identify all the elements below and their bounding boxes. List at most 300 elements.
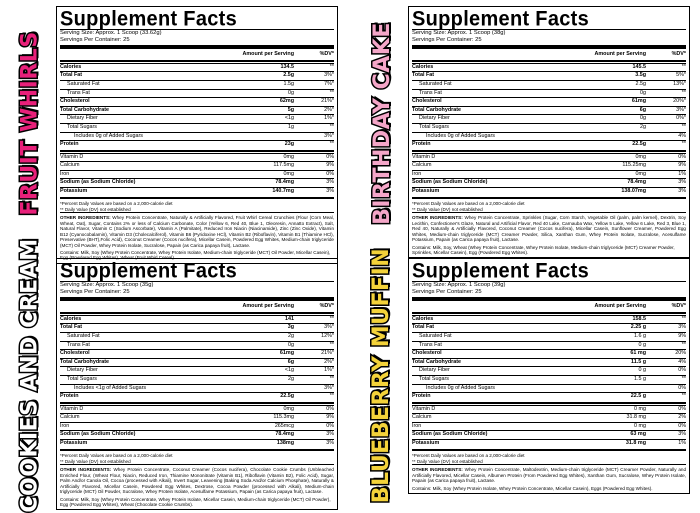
dv-header: %DV* (319, 51, 334, 57)
nutrient-amount: 138mg (276, 440, 294, 447)
nutrient-row (60, 392, 334, 401)
nutrient-row (60, 349, 334, 358)
nutrient-amount: 22.5g (632, 141, 646, 148)
facts-title: Supplement Facts (60, 7, 238, 31)
nutrient-name: Includes 0g of Added Sugars (74, 132, 143, 139)
footnote-dv: *Percent Daily Values are based on a 2,000-calorie diet (412, 452, 525, 458)
nutrient-row (60, 341, 334, 350)
nutrient-dv: 3%* (324, 132, 334, 139)
nutrient-row (60, 161, 334, 170)
nutrient-row (412, 422, 686, 431)
nutrient-name: Potassium (412, 440, 440, 447)
ingredients-text: Whey Protein Concentrate, Coconut Creamer (Cocos nucifera), Chocolate Cookie Crumbs (Unbleached Enriched Flour, (Wheat Flour, Niacin, Reduced Iron, Thiamine Mononitrate (Vitamin B1), Riboflavin (Vitamin B2), Folic Acid), Sugar, Palm And/or Canola Oil, Cocoa (processed with Alkali), Invert Sugar, Leavening (Baking Soda And/or Calcium Phosphate), Naturally & Artificially Flavored, Micellar Casein, Powdered Egg Whites, Dextrose, Cocoa Powder (processed with Alkali), Medium-chain triglyceride (MCT) Oil Powder, Sucralose, Whey Protein Isolate, Acesulfame Potassium, Papain (as Carica papaya fruit), Lactase. (60, 467, 334, 495)
nutrient-amount: 115.3mg (273, 414, 294, 421)
nutrient-name: Saturated Fat (419, 332, 452, 339)
ingredients-label: OTHER INGREDIENTS: (412, 467, 463, 473)
nutrient-name: Saturated Fat (67, 332, 100, 339)
facts-title: Supplement Facts (412, 7, 590, 31)
nutrient-dv: 0% (326, 405, 334, 412)
flavor-name: BLUEBERRY MUFFIN (369, 247, 395, 504)
facts-title: Supplement Facts (412, 259, 590, 283)
nutrient-dv: ** (681, 393, 686, 400)
dv-header: %DV* (671, 51, 686, 57)
nutrient-amount: 2.5g (283, 72, 294, 79)
nutrient-dv: 9% (326, 414, 334, 421)
nutrient-row (60, 106, 334, 115)
nutrient-amount: 158.5 (632, 315, 646, 322)
nutrient-dv: 0% (326, 170, 334, 177)
nutrient-amount: 0mg (635, 170, 646, 177)
nutrient-name: Trans Fat (67, 341, 90, 348)
flavor-name-wrap (360, 247, 404, 504)
nutrient-name: Dietary Fiber (67, 115, 98, 122)
footnote-not-established: ** Daily Value (DV) not established (60, 207, 131, 213)
nutrient-dv: 2%* (324, 358, 334, 365)
serving-size: Serving Size: Approx. 1 Scoop (38g) (412, 30, 506, 36)
nutrient-amount: 117.5mg (273, 162, 294, 169)
nutrient-dv: 3% (326, 431, 334, 438)
nutrient-row (60, 439, 334, 448)
nutrient-name: Cholesterol (412, 98, 442, 105)
nutrient-dv: 4% (678, 132, 686, 139)
nutrient-dv: 3%* (676, 106, 686, 113)
nutrient-dv: 3%* (324, 324, 334, 331)
nutrient-name: Trans Fat (419, 89, 442, 96)
footnote-not-established: ** Daily Value (DV) not established (412, 207, 483, 213)
nutrient-amount: 63 mg (630, 431, 646, 438)
nutrient-dv: ** (329, 393, 334, 400)
nutrient-dv: 1% (678, 170, 686, 177)
nutrient-row (60, 71, 334, 80)
table-header (60, 50, 334, 59)
nutrient-row (412, 140, 686, 149)
nutrient-amount: 2g (640, 123, 646, 130)
facts-title: Supplement Facts (60, 259, 238, 283)
nutrient-rows (60, 60, 334, 196)
nutrient-amount: 6g (287, 358, 294, 365)
servings-per-container: Servings Per Container: 25 (60, 289, 130, 295)
nutrient-amount: 2.5g (635, 80, 646, 87)
nutrient-row (60, 187, 334, 196)
nutrient-amount: 6g (639, 106, 646, 113)
nutrient-row (412, 358, 686, 367)
nutrient-name: Calories (60, 63, 82, 70)
table-header (412, 302, 686, 311)
nutrient-name: Protein (60, 141, 79, 148)
nutrient-row (412, 170, 686, 179)
ingredients-text: Whey Protein Concentrate, Sprinkles (Sugar, Corn Starch, Vegetable Oil (palm, palm kernel), Dextrin, Soy Lecithin, Confectioner's Glaze, Natural and Artificial Flavor, Red 40 Lake, Carnauba Wax, Yellow 5 Lake, Yellow 6 Lake, Red 3, Blue 1, Red 40, Naturally & Artificially Flavored, Coconut Creamer (Cocos nucifera), Micellar Casein, Sunflower Creamer, Powdered Egg Whites, Medium-chain triglyceride (MCT) Creamer Powder, Silica, Xanthan Gum, Whey Protein Isolate, Sucralose, Acesulfame Potassium, Papain (as Carica papaya fruit), Lactase. (412, 215, 686, 243)
nutrient-dv: 3% (326, 440, 334, 447)
nutrient-amount: 0 mg (634, 405, 646, 412)
nutrient-amount: 62mg (279, 98, 294, 105)
nutrient-amount: 1.5g (283, 80, 294, 87)
nutrient-amount: 61 mg (630, 350, 646, 357)
nutrient-rows (412, 60, 686, 196)
section-divider (60, 60, 334, 62)
table-header (60, 302, 334, 311)
nutrient-dv: ** (329, 123, 334, 130)
nutrient-dv: ** (329, 375, 334, 382)
nutrient-amount (582, 133, 652, 141)
nutrient-name: Potassium (60, 440, 88, 447)
nutrient-dv: 1%* (324, 367, 334, 374)
nutrient-row (60, 170, 334, 179)
nutrient-amount: 0mg (283, 153, 294, 160)
ingredients-label: OTHER INGREDIENTS: (60, 467, 112, 473)
nutrient-dv: 0% (678, 384, 686, 391)
nutrient-row (412, 430, 686, 439)
nutrient-dv: 9% (678, 332, 686, 339)
thick-divider (412, 45, 686, 49)
nutrient-row (60, 315, 334, 324)
footnote-not-established: ** Daily Value (DV) not established (412, 459, 483, 465)
thick-divider (60, 45, 334, 49)
footnote-dv: *Percent Daily Values are based on a 2,000-calorie diet (60, 200, 173, 206)
nutrient-name: Total Sugars (67, 123, 97, 130)
nutrient-row (412, 161, 686, 170)
nutrient-dv: 0% (678, 153, 686, 160)
nutrient-name: Total Carbohydrate (60, 106, 110, 113)
nutrient-name: Trans Fat (419, 341, 442, 348)
servings-per-container: Servings Per Container: 25 (412, 289, 482, 295)
nutrient-rows (60, 312, 334, 448)
ingredients-text: Whey Protein Concentrate, Naturally & Artificially Flavored, Fruit Whirl Cereal Crunchies (Flour (Corn Meal, Wheat, Oat), Sugar, Contains 2% or less of Calcium Carbonate, Color (Yellow 6, Red 40, Blue 1, Oleoresin, Annatto Extract), Salt, Natural Flavor, Vitamin C (Sodium Ascorbate), Vitamin A (Palmitate), Reduced Iron Niacin (Niacinamide), Zinc (Zinc Oxide), Vitamin B12 (Cyanocobalamin), Vitamin D3 (Cholecalciferol), Vitamin B6 (Pyridoxine HCl), Vitamin B2 (Riboflavin), Vitamin B1 (Thiamine HCl), Preservative (BHT),Folic Acid), Coconut Creamer (Cocos nucifera), Micellar Casein, Powdered Egg Whites, Medium-chain triglyceride (MCT) Oil Powder, Whey Protein Isolate, Sucralose, Papain (as Carica papaya fruit), Lactase. (60, 215, 334, 248)
nutrient-name: Vitamin D (60, 405, 84, 412)
nutrient-row (412, 106, 686, 115)
nutrient-amount: <1g (284, 367, 294, 374)
nutrient-name: Vitamin D (412, 153, 436, 160)
nutrient-amount: 78.4mg (627, 179, 646, 186)
panel-birthday-cake (360, 6, 690, 255)
ingredients-text: Whey Protein Concentrate, Maltodextrin, Medium-chain triglyceride (MCT) Creamer Powder, Naturally and Artificially Flavored, Micellar Casein, Albumen Protein (From Powdered Egg Whites), Xanthan Gum, Sucralose, Whey Protein Isolate, Papain (as Carica papaya fruit), Lactase. (412, 467, 687, 484)
nutrient-row (412, 332, 686, 341)
dv-header: %DV* (671, 303, 686, 309)
nutrient-name: Sodium (as Sodium Chloride) (60, 179, 136, 186)
nutrient-name: Total Carbohydrate (60, 358, 110, 365)
nutrient-dv: 3% (678, 179, 686, 186)
nutrient-amount: 1g (288, 123, 294, 130)
nutrient-name: Calcium (60, 414, 80, 421)
nutrient-amount: 2g (288, 375, 294, 382)
nutrient-dv: ** (681, 63, 686, 70)
nutrient-amount: 1.6 g (634, 332, 646, 339)
nutrient-dv: 3% (678, 324, 686, 331)
section-divider (412, 312, 686, 314)
mid-divider (60, 197, 334, 199)
nutrient-row (60, 123, 334, 132)
nutrient-amount: 0 g (638, 341, 646, 348)
nutrient-name: Trans Fat (67, 89, 90, 96)
nutrient-amount: 134.5 (280, 63, 294, 70)
nutrient-name: Dietary Fiber (419, 367, 450, 374)
nutrient-dv: 3% (326, 179, 334, 186)
flavor-name: COOKIES AND CREAM (17, 238, 43, 513)
nutrient-dv: 1%* (324, 115, 334, 122)
nutrient-name: Iron (60, 170, 70, 177)
nutrient-row (60, 422, 334, 431)
nutrient-dv: 1% (678, 440, 686, 447)
nutrient-dv: 20% (675, 350, 686, 357)
nutrient-row (412, 439, 686, 448)
nutrient-amount: 23g (284, 141, 294, 148)
nutrient-dv: 0% (326, 422, 334, 429)
nutrient-dv: ** (329, 141, 334, 148)
nutrient-name: Dietary Fiber (67, 367, 98, 374)
nutrient-dv: ** (681, 89, 686, 96)
section-divider (412, 60, 686, 62)
nutrient-dv: ** (329, 63, 334, 70)
nutrient-name: Potassium (412, 188, 440, 195)
nutrient-dv: 0% (326, 153, 334, 160)
nutrient-row (60, 153, 334, 162)
footnote-dv: *Percent Daily Values are based on a 2,000-calorie diet (60, 452, 173, 458)
nutrient-amount: 61mg (279, 350, 294, 357)
nutrient-dv: 4% (678, 358, 686, 365)
nutrient-dv: ** (681, 123, 686, 130)
nutrient-dv: 0% (678, 422, 686, 429)
other-ingredients (412, 467, 686, 483)
allergen-statement: Contains: Milk, Soy (Whey Protein Concentrate, Whey Protein Isolate, Medium-chain triglyceride (MCT) Oil Powder, Micellar Casein), Egg (Powdered Egg Whites), Wheat (Fruit Whirl Cereal). (60, 249, 331, 261)
nutrient-dv: 3% (678, 188, 686, 195)
nutrient-name: Total Fat (412, 72, 435, 79)
serving-size: Serving Size: Approx. 1 Scoop (35g) (60, 282, 154, 288)
nutrient-row (412, 89, 686, 98)
nutrient-row (60, 97, 334, 106)
footnote-dv: *Percent Daily Values are based on a 2,000-calorie diet (412, 200, 525, 206)
amount-header: Amount per Serving (242, 303, 294, 309)
nutrient-name: Total Sugars (419, 375, 449, 382)
nutrient-amount: 78.4mg (275, 179, 294, 186)
nutrient-name: Iron (412, 422, 422, 429)
nutrient-dv: 3%* (324, 384, 334, 391)
nutrient-name: Sodium (as Sodium Chloride) (60, 431, 136, 438)
nutrient-row (60, 384, 334, 393)
section-divider (412, 402, 686, 404)
nutrient-row (60, 405, 334, 414)
mid-divider (412, 197, 686, 199)
nutrient-amount: 31.8 mg (626, 414, 646, 421)
nutrient-dv: 0% (678, 405, 686, 412)
supplement-facts-label (56, 258, 338, 510)
amount-header: Amount per Serving (242, 51, 294, 57)
nutrient-amount (582, 385, 652, 393)
flavor-name-wrap (8, 6, 52, 241)
nutrient-row (412, 63, 686, 72)
section-divider (60, 402, 334, 404)
nutrient-row (412, 341, 686, 350)
nutrient-dv: 5%* (676, 72, 686, 79)
supplement-facts-label (408, 6, 690, 258)
nutrient-name: Includes <1g of Added Sugars (74, 384, 147, 391)
nutrient-dv: 0%* (676, 115, 686, 122)
nutrient-amount: 0 g (638, 367, 646, 374)
panel-fruit-whirls (8, 6, 338, 261)
nutrient-row (412, 178, 686, 187)
nutrient-name: Calories (412, 315, 434, 322)
nutrient-name: Vitamin D (412, 405, 436, 412)
nutrient-name: Dietary Fiber (419, 115, 450, 122)
nutrient-dv: 3% (326, 188, 334, 195)
nutrient-dv: 21%* (321, 350, 334, 357)
nutrient-amount: 265mcg (274, 422, 294, 429)
nutrient-dv: ** (681, 375, 686, 382)
table-header (412, 50, 686, 59)
ingredients-label: OTHER INGREDIENTS: (60, 215, 111, 221)
supplement-facts-label (56, 6, 338, 264)
nutrient-row (412, 315, 686, 324)
nutrient-name: Vitamin D (60, 153, 84, 160)
nutrient-rows (412, 312, 686, 448)
nutrient-amount: 0 mg (634, 422, 646, 429)
nutrient-row (60, 178, 334, 187)
nutrient-row (60, 358, 334, 367)
servings-per-container: Servings Per Container: 25 (60, 37, 130, 43)
nutrient-name: Calcium (412, 414, 432, 421)
nutrient-amount: 5g (287, 106, 294, 113)
nutrient-dv: ** (681, 315, 686, 322)
nutrient-amount: 11.5 g (631, 358, 646, 365)
nutrient-amount: 1.5 g (634, 375, 646, 382)
nutrient-row (412, 80, 686, 89)
thick-divider (60, 297, 334, 301)
nutrient-row (412, 187, 686, 196)
nutrient-row (412, 71, 686, 80)
nutrient-name: Saturated Fat (67, 80, 100, 87)
nutrient-row (60, 413, 334, 422)
nutrient-name: Sodium (as Sodium Chloride) (412, 179, 488, 186)
nutrient-dv: 12%* (321, 332, 334, 339)
nutrient-dv: ** (329, 341, 334, 348)
nutrient-row (412, 153, 686, 162)
other-ingredients (60, 467, 334, 494)
nutrient-amount: 141 (285, 315, 294, 322)
nutrient-name: Total Carbohydrate (412, 106, 462, 113)
nutrient-dv: 2% (678, 414, 686, 421)
nutrient-row (60, 332, 334, 341)
nutrient-name: Calories (412, 63, 434, 70)
other-ingredients (60, 215, 334, 247)
nutrient-row (412, 405, 686, 414)
nutrient-amount: <1g (284, 115, 294, 122)
flavor-name-wrap (8, 238, 52, 513)
nutrient-amount: 145.5 (632, 63, 646, 70)
allergen-statement: Contains: Milk, Soy, Wheat (Whey Protein Concentrate, Whey Protein Isolate, Medium-chain triglyceride (MCT) Creamer Powder, Sprinkles, Micellar Casein), Egg (Powdered Egg Whites). (412, 244, 675, 255)
nutrient-amount: 2.25 g (630, 324, 646, 331)
nutrient-row (60, 323, 334, 332)
nutrient-name: Protein (412, 393, 431, 400)
nutrient-row (60, 366, 334, 375)
nutrient-dv: 20%* (673, 98, 686, 105)
nutrient-name: Includes 0g of Added Sugars (426, 384, 495, 391)
nutrient-name: Protein (60, 393, 79, 400)
section-divider (60, 150, 334, 152)
allergen-statement: Contains: Milk, Soy (Whey Protein Isolate, Whey Protein Concentrate, Micellar Casein), Eggs (Powdered Egg Whites). (412, 485, 653, 491)
nutrient-name: Sodium (as Sodium Chloride) (412, 431, 488, 438)
nutrient-amount: 22.5 g (630, 393, 646, 400)
serving-size: Serving Size: Approx. 1 Scoop (33.62g) (60, 30, 162, 36)
nutrient-row (412, 323, 686, 332)
nutrient-row (412, 132, 686, 141)
nutrient-row (60, 63, 334, 72)
nutrient-amount: 0g (640, 115, 646, 122)
nutrient-amount: 78.4mg (275, 431, 294, 438)
nutrient-name: Iron (60, 422, 70, 429)
nutrient-dv: ** (329, 89, 334, 96)
nutrient-amount: 3g (287, 324, 294, 331)
thick-divider (412, 297, 686, 301)
nutrient-row (412, 413, 686, 422)
nutrient-dv: 2%* (324, 106, 334, 113)
allergen-statement: Contains: Milk, Soy (Whey Protein Concentrate, Whey Protein Isolate, Micellar Casein, Medium-chain triglyceride (MCT) Oil Powder), Egg (Powdered Egg Whites), Wheat (Chocolate Cookie Crumbs). (60, 496, 331, 507)
nutrient-amount: 0g (288, 89, 294, 96)
servings-per-container: Servings Per Container: 25 (412, 37, 482, 43)
nutrient-amount: 2g (288, 332, 294, 339)
nutrient-row (412, 366, 686, 375)
nutrient-amount: 0mg (635, 153, 646, 160)
nutrient-name: Total Sugars (67, 375, 97, 382)
ingredients-label: OTHER INGREDIENTS: (412, 215, 463, 221)
nutrient-amount: 3.5g (635, 72, 646, 79)
nutrient-dv: ** (681, 141, 686, 148)
nutrient-row (60, 140, 334, 149)
nutrient-dv: 13%* (673, 80, 686, 87)
amount-header: Amount per Serving (594, 51, 646, 57)
nutrient-row (412, 375, 686, 384)
nutrient-amount: 31.8 mg (625, 440, 646, 447)
nutrient-row (412, 384, 686, 393)
nutrient-name: Calories (60, 315, 82, 322)
other-ingredients (412, 215, 686, 242)
nutrient-name: Total Fat (60, 72, 83, 79)
nutrient-amount: 140.7mg (272, 188, 294, 195)
nutrient-name: Protein (412, 141, 431, 148)
nutrient-row (60, 80, 334, 89)
nutrient-row (60, 430, 334, 439)
nutrient-row (412, 114, 686, 123)
nutrient-amount: 61mg (631, 98, 646, 105)
nutrient-row (412, 123, 686, 132)
nutrient-dv: 7%* (324, 80, 334, 87)
nutrient-name: Iron (412, 170, 422, 177)
flavor-name: BIRTHDAY CAKE (369, 22, 395, 225)
nutrient-amount (230, 133, 300, 141)
nutrient-name: Total Fat (60, 324, 83, 331)
nutrient-name: Total Sugars (419, 123, 449, 130)
nutrient-dv: 3%* (324, 72, 334, 79)
nutrient-amount (230, 385, 300, 393)
nutrient-name: Calcium (60, 162, 80, 169)
flavor-name-wrap (360, 6, 404, 241)
nutrient-amount: 0mg (283, 405, 294, 412)
nutrient-name: Potassium (60, 188, 88, 195)
nutrient-amount: 0g (640, 89, 646, 96)
mid-divider (412, 449, 686, 451)
nutrient-dv: ** (681, 341, 686, 348)
nutrient-name: Cholesterol (60, 350, 90, 357)
nutrient-dv: 9% (326, 162, 334, 169)
nutrient-dv: 21%* (321, 98, 334, 105)
nutrient-row (412, 392, 686, 401)
dv-header: %DV* (319, 303, 334, 309)
nutrient-name: Total Fat (412, 324, 435, 331)
nutrient-row (60, 89, 334, 98)
nutrient-name: Includes 0g of Added Sugars (426, 132, 495, 139)
nutrient-row (412, 349, 686, 358)
supplement-facts-label (408, 258, 690, 494)
nutrient-dv: ** (329, 315, 334, 322)
nutrient-amount: 0g (288, 341, 294, 348)
nutrient-name: Calcium (412, 162, 432, 169)
